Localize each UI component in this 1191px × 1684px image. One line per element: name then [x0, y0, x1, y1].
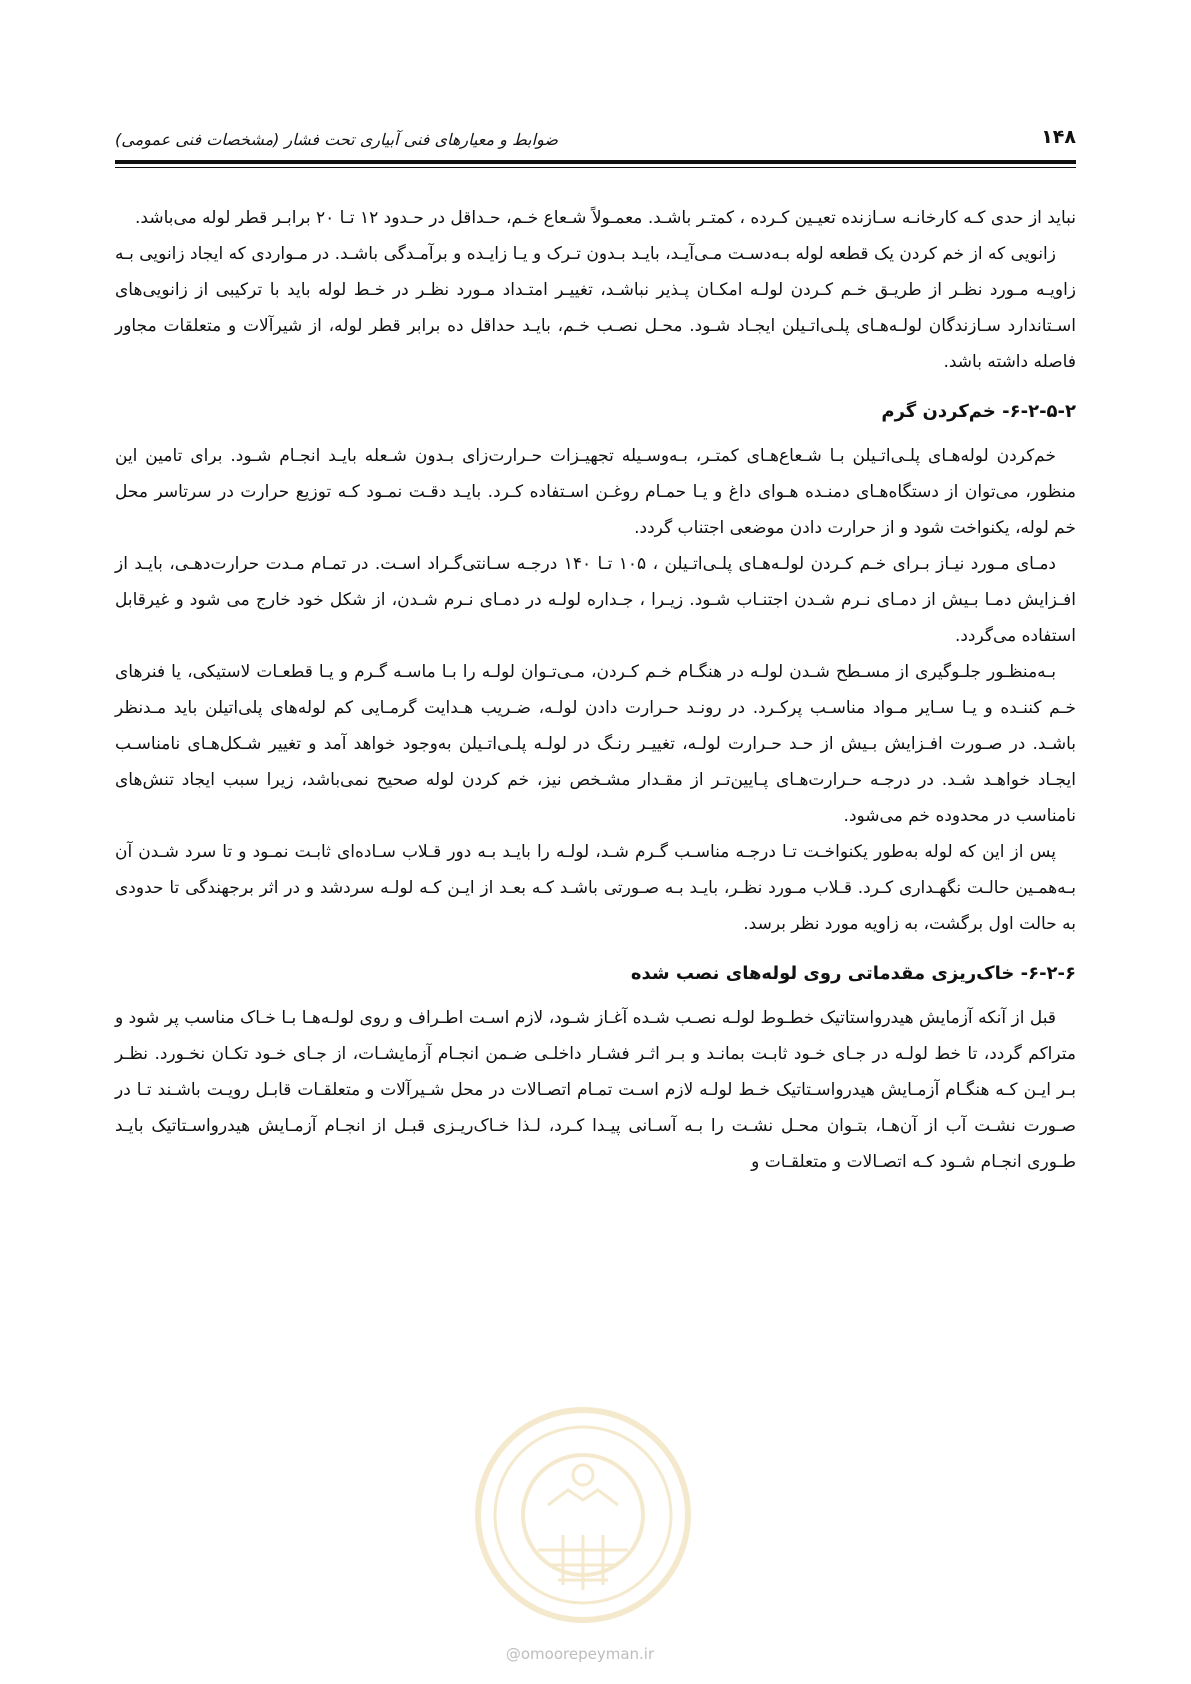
paragraph: نباید از حدی کـه کارخانـه سـازنده تعیـین کـرده ، کمتـر باشـد. معمـولاً شـعاع خـم، حـداقل در حـدود ۱۲ تـا ۲۰ برابـر قطر لوله می‌باشد.	[135, 208, 1076, 228]
page-number: ۱۴۸	[1041, 126, 1076, 148]
header-rule-thick	[115, 160, 1076, 164]
paragraph: خم‌کردن لوله‌هـای پلـی‌اتـیلن بـا شـعاع‌هـای کمتـر، بـه‌وسـیله تجهیـزات حـرارت‌زای بـدون شـعله بایـد انجـام شـود. برای تامین این منظور، می‌توان از دستگاه‌هـای دمنـده هـوای داغ و یـا حمـام روغـن اسـتفاده کـرد. بایـد دقـت نمـود کـه توزیع حرارت در سرتاسر محل خم لوله، یکنواخت شود و از حرارت دادن موضعی اجتناب گردد.	[115, 446, 1076, 538]
running-title: ضوابط و معیارهای فنی آبیاری تحت فشار (مشخصات فنی عمومی)	[115, 130, 558, 149]
seal-watermark-icon	[468, 1400, 698, 1630]
paragraph: بـه‌منظـور جلـوگیری از مسـطح شـدن لولـه در هنگـام خـم کـردن، مـی‌تـوان لولـه را بـا ماسـه گـرم و یـا قطعـات لاستیکی، یا فنرهای خـم کننـده و یـا سـایر مـواد مناسـب پرکـرد. در رونـد حـرارت دادن لولـه، ضـریب هـدایت گرمـایی کم لوله‌های پلی‌اتیلن باید مـدنظر باشـد. در صـورت افـزایش بـیش از حـد حـرارت لولـه، تغییـر رنـگ در لولـه پلـی‌اتـیلن به‌وجود خواهد آمد و تغییر شـکل‌هـای نامناسـب ایجـاد خواهـد شـد. در درجـه حـرارت‌هـای پـایین‌تـر از مقـدار مشـخص نیز، خم کردن لوله صحیح نمی‌باشد، زیرا سبب ایجاد تنش‌های نامناسب در محدوده خم می‌شود.	[115, 662, 1076, 826]
body-text	[115, 200, 1076, 1180]
header-rule-thin	[115, 167, 1076, 168]
paragraph: قبل از آنکه آزمایش هیدرواستاتیک خطـوط لولـه نصـب شـده آغـاز شـود، لازم اسـت اطـراف و روی لولـه‌هـا بـا خـاک مناسب پر شود و متراکم گردد، تا خط لولـه در جـای خـود ثابـت بمانـد و بـر اثـر فشـار داخلـی ضـمن انجـام آزمایشـات، از جـای خـود تکـان نخـورد. نظـر بـر ایـن کـه هنگـام آزمـایش هیدرواسـتاتیک خـط لولـه لازم اسـت تمـام اتصـالات در محل شـیرآلات و متعلقـات قابـل رویـت باشـند تـا در صـورت نشـت آب از آن‌هـا، بتـوان محـل نشـت را بـه آسـانی پیـدا کـرد، لـذا خـاک‌ریـزی قبـل از انجـام آزمـایش هیدرواسـتاتیک بایـد طـوری انجـام شـود کـه اتصـالات و متعلقـات و	[115, 1008, 1076, 1172]
page-header	[115, 118, 1076, 158]
paragraph: پس از این که لوله به‌طور یکنواخـت تـا درجـه مناسـب گـرم شـد، لولـه را بایـد بـه دور قـلاب سـاده‌ای ثابـت نمـود و تا سرد شـدن آن بـه‌همـین حالـت نگهـداری کـرد. قـلاب مـورد نظـر، بایـد بـه صـورتی باشـد کـه بعـد از ایـن کـه لولـه سردشد و در اثر برجهندگی تا حدودی به حالت اول برگشت، به زاویه مورد نظر برسد.	[115, 842, 1076, 934]
section-heading: ۶-۲-۶- خاک‌ریزی مقدماتی روی لوله‌های نصب شده	[630, 963, 1076, 984]
paragraph: زانویی که از خم کردن یک قطعه لوله بـه‌دسـت مـی‌آیـد، بایـد بـدون تـرک و یـا زایـده و برآمـدگی باشـد. در مـواردی که ایجاد زانویی بـه زاویـه مـورد نظـر از طریـق خـم کـردن لولـه امکـان پـذیر نباشـد، تغییـر امتـداد مـورد نظـر در خـط لوله باید با ترکیبی از زانویی‌های اسـتاندارد سـازندگان لولـه‌هـای پلـی‌اتـیلن ایجـاد شـود. محـل نصـب خـم، بایـد حداقل ده برابر قطر لوله، از شیرآلات و متعلقات مجاور فاصله داشته باشد.	[115, 244, 1076, 372]
section-heading: ۶-۲-۵-۲- خم‌کردن گرم	[881, 401, 1076, 422]
paragraph: دمـای مـورد نیـاز بـرای خـم کـردن لولـه‌هـای پلـی‌اتـیلن ، ۱۰۵ تـا ۱۴۰ درجـه سـانتی‌گـراد اسـت. در تمـام مـدت حرارت‌دهـی، بایـد از افـزایش دمـا بـیش از دمـای نـرم شـدن اجتنـاب شـود. زیـرا ، جـداره لولـه در دمـای نـرم شـدن، از شکل خود خارج می شود و غیرقابل استفاده می‌گردد.	[115, 554, 1076, 646]
watermark-url: @omoorepeyman.ir	[505, 1645, 655, 1663]
